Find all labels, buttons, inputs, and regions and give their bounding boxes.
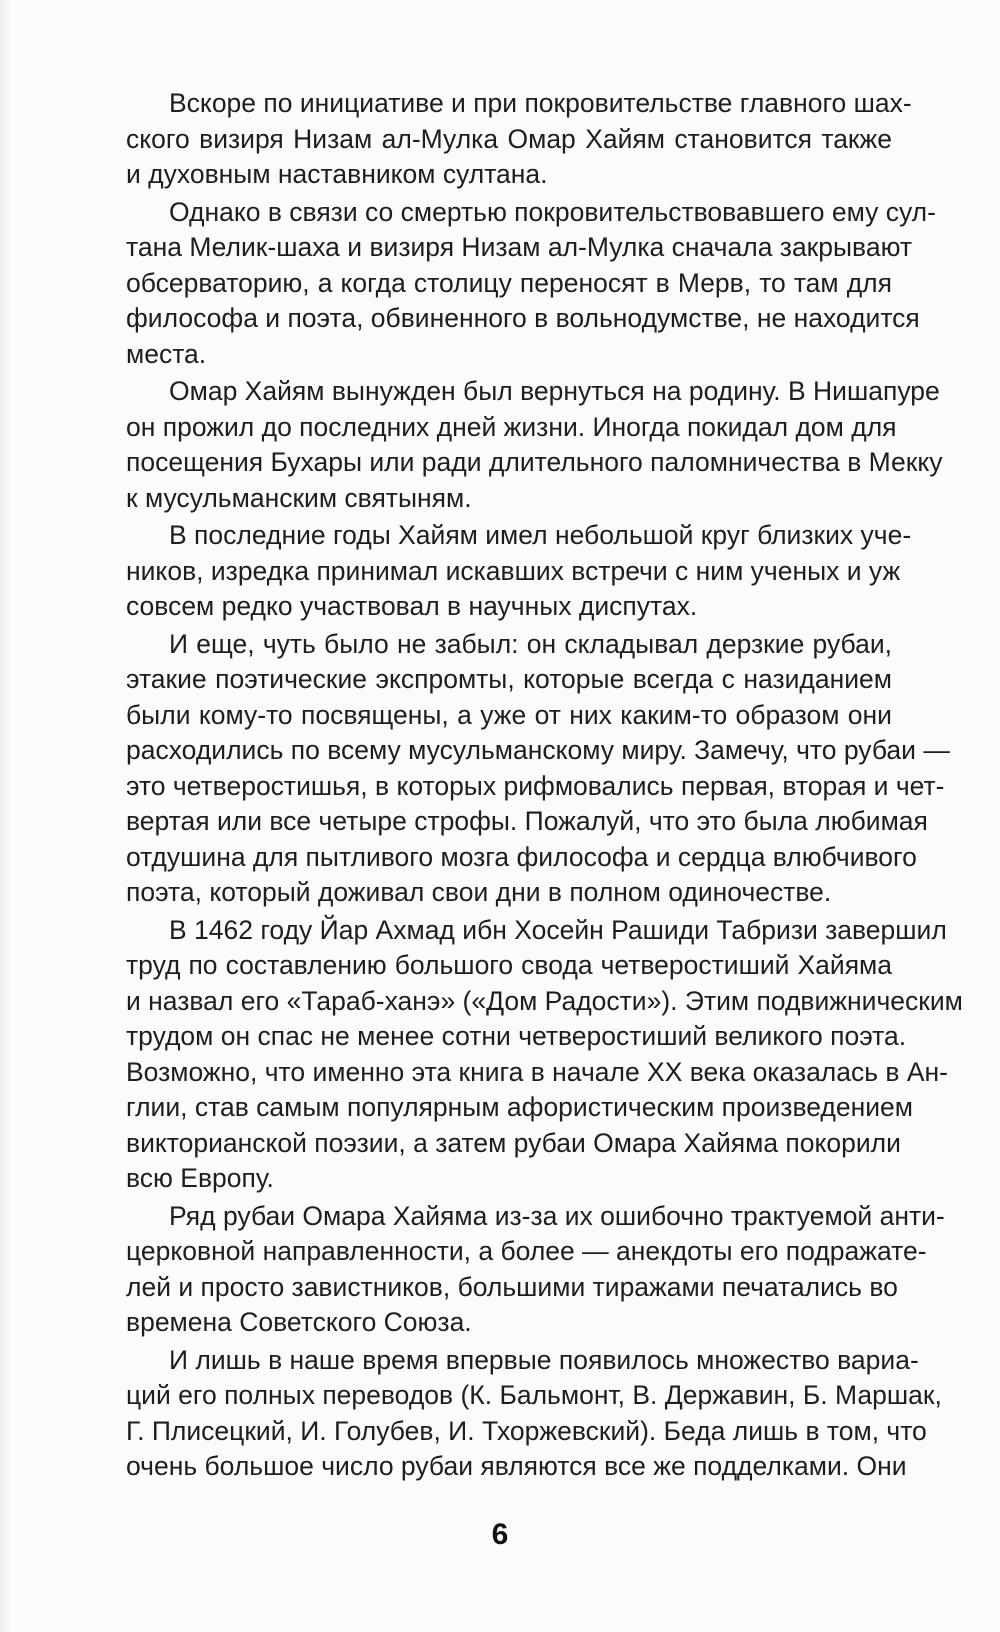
text-line: обсерваторию, а когда столицу переносят в Мерв, то там для	[126, 267, 892, 298]
text-line: этакие поэтические экспромты, которые всегда с назиданием	[126, 664, 892, 694]
paragraph	[126, 1199, 945, 1341]
body-text	[126, 86, 963, 1487]
paragraph	[126, 627, 950, 911]
text-line: труд по составлению большого свода четверостиший Хайяма	[126, 950, 892, 980]
text-line: Ряд рубаи Омара Хайяма из-за их ошибочно трактуемой анти-	[169, 1200, 945, 1231]
text-line: расходились по всему мусульманскому миру. Замечу, что рубаи —	[126, 735, 950, 765]
text-line: к мусульманским святыням.	[126, 482, 472, 513]
paragraph	[126, 913, 963, 1197]
text-line: были кому-то посвящены, а уже от них каким-то образом они	[126, 699, 892, 730]
text-line: он прожил до последних дней жизни. Иногда покидал дом для	[126, 411, 897, 442]
text-line: Однако в связи со смертью покровительствовавшего ему сул-	[169, 196, 936, 227]
text-line: ников, изредка принимал искавших встречи с ним ученых и уж	[126, 555, 901, 586]
text-line: посещения Бухары или ради длительного паломничества в Мекку	[126, 447, 943, 477]
text-line: очень большое число рубаи являются все же подделками. Они	[126, 1451, 907, 1481]
text-line: и духовным наставником султана.	[126, 159, 548, 189]
text-line: философа и поэта, обвиненного в вольнодумстве, не находится	[126, 303, 920, 333]
text-line: и назвал его «Тараб-ханэ» («Дом Радости»). Этим подвижническим	[126, 985, 963, 1016]
text-line: И лишь в наше время впервые появилось множество вариа-	[169, 1344, 919, 1375]
paragraph	[126, 518, 912, 625]
text-line: совсем редко участвовал в научных диспутах.	[126, 591, 698, 621]
text-line: В 1462 году Йар Ахмад ибн Хосейн Рашиди Табризи завершил	[169, 914, 947, 945]
text-line: Г. Плисецкий, И. Голубев, И. Тхоржевский). Беда лишь в том, что	[126, 1415, 927, 1446]
text-line: тана Мелик-шаха и визиря Низам ал-Мулка сначала закрывают	[126, 232, 913, 262]
text-line: викторианской поэзии, а затем рубаи Омара Хайяма покорили	[126, 1127, 901, 1158]
page-number: 6	[491, 1518, 509, 1551]
text-line: лей и просто завистников, большими тиражами печатались во	[126, 1271, 898, 1302]
text-line: поэта, который доживал свои дни в полном одиночестве.	[126, 877, 832, 907]
text-line: времена Советского Союза.	[126, 1307, 472, 1337]
page-edge-shadow	[0, 0, 10, 1632]
text-line: всю Европу.	[126, 1163, 274, 1193]
text-line: В последние годы Хайям имел небольшой круг близких уче-	[169, 520, 912, 550]
paragraph	[126, 86, 912, 193]
text-line: места.	[126, 338, 207, 369]
paragraph	[126, 1343, 942, 1485]
text-line: церковной направленности, а более — анекдоты его подражате-	[126, 1236, 927, 1266]
text-line: ций его полных переводов (К. Бальмонт, В. Державин, Б. Маршак,	[126, 1380, 942, 1410]
text-line: трудом он спас не менее сотни четверостиший великого поэта.	[126, 1021, 907, 1051]
text-line: Возможно, что именно эта книга в начале XX века оказалась в Ан-	[126, 1056, 949, 1087]
text-line: И еще, чуть было не забыл: он складывал дерзкие рубаи,	[169, 628, 892, 659]
text-line: Вскоре по инициативе и при покровительстве главного шах-	[169, 88, 912, 118]
text-line: ского визиря Низам ал-Мулка Омар Хайям становится также	[126, 123, 892, 154]
text-line: глии, став самым популярным афористическим произведением	[126, 1092, 913, 1122]
text-line: вертая или все четыре строфы. Пожалуй, что это была любимая	[126, 806, 928, 836]
text-line: это четверостишья, в которых рифмовались первая, вторая и чет-	[126, 770, 945, 801]
text-line: Омар Хайям вынужден был вернуться на родину. В Нишапуре	[169, 376, 940, 406]
text-line: отдушина для пытливого мозга философа и сердца влюбчивого	[126, 841, 917, 872]
paragraph	[126, 374, 943, 516]
paragraph	[126, 195, 936, 373]
